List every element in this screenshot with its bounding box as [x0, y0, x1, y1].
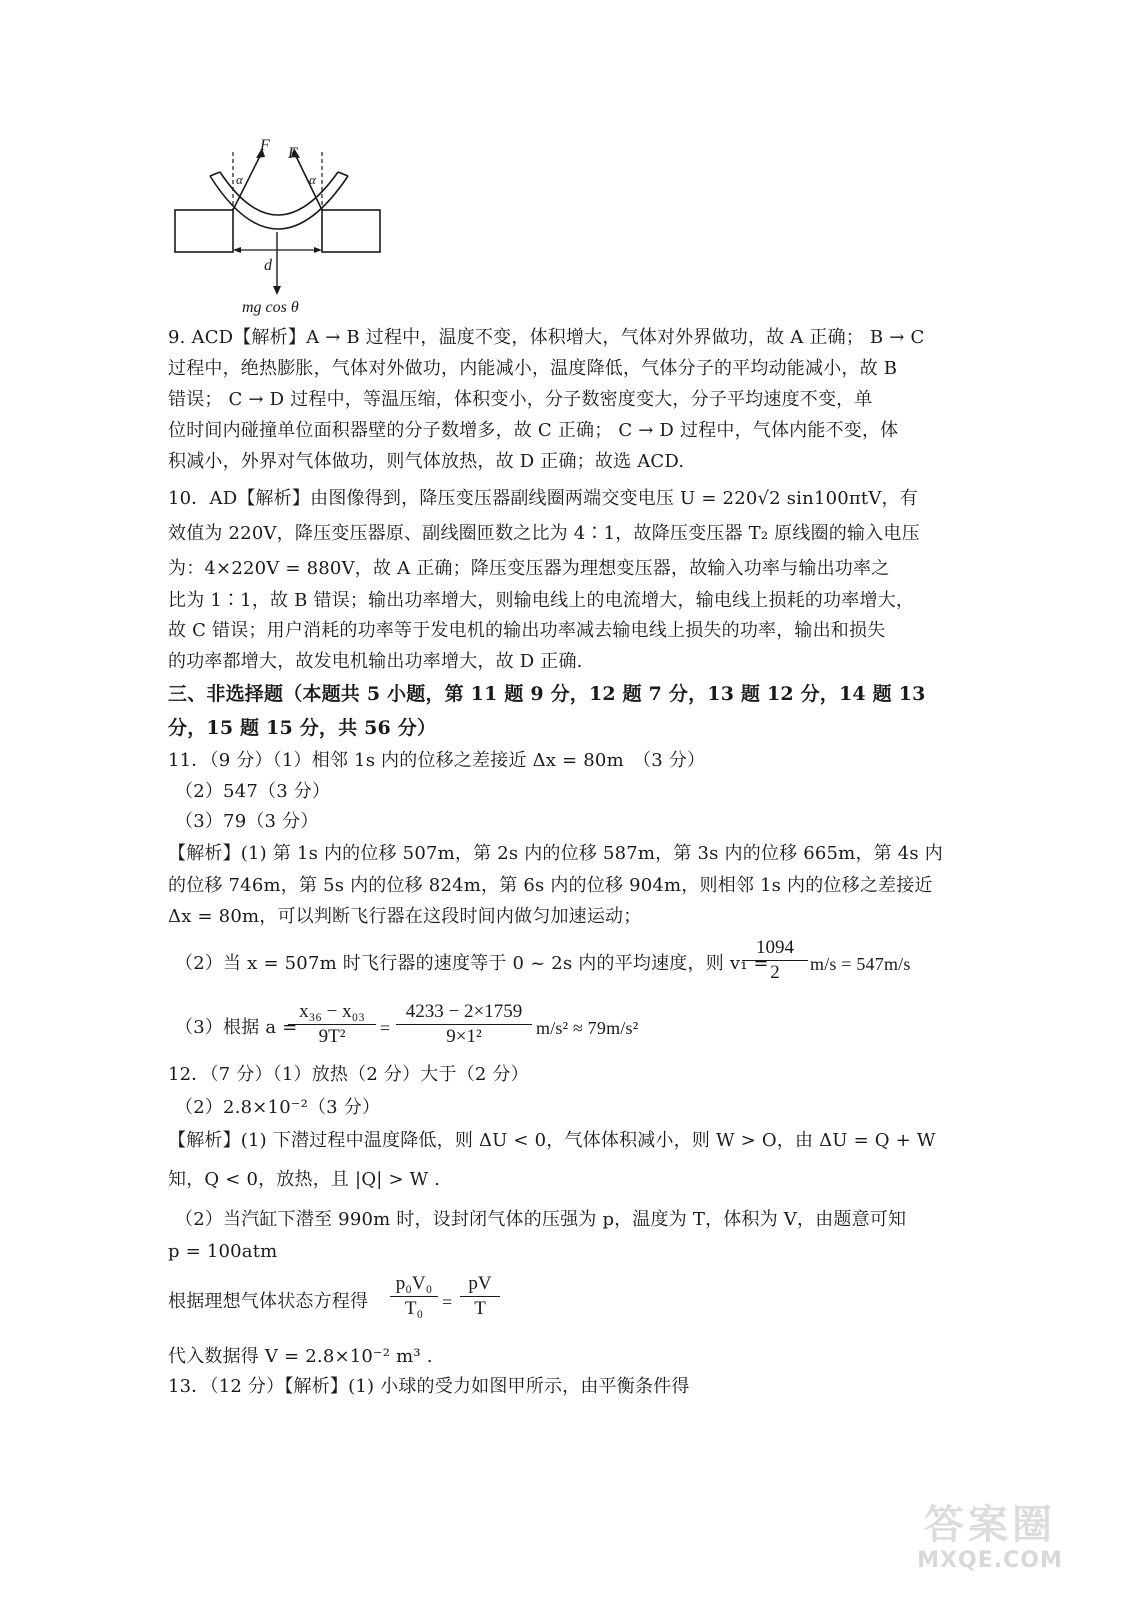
q11-velocity-line: （2）当 x = 507m 时飞行器的速度等于 0 ~ 2s 内的平均速度，则 v₁ =	[175, 953, 769, 974]
velocity-fraction	[742, 936, 808, 985]
q9-line-5: 积减小，外界对气体做功，则气体放热，故 D 正确；故选 ACD.	[168, 451, 685, 472]
distance-label: d	[264, 257, 272, 274]
q10-line-6: 的功率都增大，故发电机输出功率增大，故 D 正确.	[168, 651, 583, 672]
q12-answer-2: （2）2.8×10⁻²（3 分）	[175, 1097, 381, 1118]
left-support-block	[175, 210, 233, 252]
q9-line-2: 过程中，绝热膨胀，气体对外做功，内能减小，温度降低，气体分子的平均动能减小，故 B	[168, 358, 898, 379]
right-support-block	[322, 210, 380, 252]
q11-analysis-2: 的位移 746m，第 5s 内的位移 824m，第 6s 内的位移 904m，则相邻 1s 内的位移之差接近	[168, 875, 933, 896]
gas-law-fraction-right	[460, 1272, 500, 1321]
right-force-label: F	[288, 145, 298, 162]
q11-answer-3: （3）79（3 分）	[175, 811, 319, 832]
gas-law-fraction-left	[390, 1272, 438, 1321]
gas-law-left-numerator: p₀V₀	[395, 1273, 433, 1294]
q9-line-3: 错误； C → D 过程中，等温压缩，体积变小，分子数密度变大，分子平均速度不变，单	[168, 389, 873, 410]
left-force-label: F	[260, 137, 270, 154]
velocity-denominator: 2	[742, 960, 808, 985]
right-angle-label: α	[309, 172, 316, 187]
q11-analysis-1: 【解析】(1) 第 1s 内的位移 507m，第 2s 内的位移 587m，第 3s 内的位移 665m，第 4s 内	[168, 843, 943, 864]
acceleration-fraction-symbolic	[288, 1000, 376, 1049]
gas-law-left-denominator: T₀	[390, 1296, 438, 1321]
force-diagram-svg	[170, 132, 390, 317]
q12-result: 代入数据得 V = 2.8×10⁻² m³ .	[168, 1346, 433, 1367]
acceleration-denominator-symbolic: 9T²	[288, 1024, 376, 1049]
q12-gas-law-line: 根据理想气体状态方程得	[168, 1291, 369, 1312]
q13-line-1: 13．（12 分）【解析】(1) 小球的受力如图甲所示，由平衡条件得	[168, 1376, 690, 1397]
q12-analysis-2: 知，Q < 0，放热，且 |Q| > W .	[168, 1169, 441, 1190]
q12-answer-1: 12．（7 分）（1）放热（2 分）大于（2 分）	[168, 1064, 529, 1085]
q10-line-1: 10．AD【解析】由图像得到，降压变压器副线圈两端交变电压 U = 220√2 sin100πtV，有	[168, 488, 918, 509]
q9-line-1: 9. ACD【解析】A → B 过程中，温度不变，体积增大，气体对外界做功，故 A 正确； B → C	[168, 327, 925, 348]
acceleration-numerator-numeric: 4233 − 2×1759	[405, 1001, 523, 1022]
velocity-numerator: 1094	[756, 937, 794, 958]
left-angle-label: α	[236, 172, 243, 187]
velocity-result: m/s = 547m/s	[810, 954, 911, 974]
acceleration-denominator-numeric: 9×1²	[396, 1024, 532, 1049]
acceleration-fraction-numeric	[396, 1000, 532, 1049]
watermark-logo: 答案圈	[924, 1502, 1056, 1548]
q10-line-4: 比为 1∶1，故 B 错误；输出功率增大，则输电线上的电流增大，输电线上损耗的功率增大，	[168, 590, 915, 611]
force-diagram	[170, 132, 390, 317]
curved-bar-outer	[210, 176, 348, 229]
q10-line-2: 效值为 220V，降压变压器原、副线圈匝数之比为 4∶1，故降压变压器 T₂ 原线圈的输入电压	[168, 523, 920, 544]
acceleration-equals: =	[380, 1018, 391, 1038]
section-heading-line-2: 分，15 题 15 分，共 56 分）	[168, 717, 437, 739]
gas-law-equals: =	[442, 1292, 453, 1312]
section-heading-line-1: 三、非选择题（本题共 5 小题，第 11 题 9 分，12 题 7 分，13 题 12 分，14 题 13	[168, 683, 926, 705]
right-force-arrow	[294, 152, 322, 210]
gas-law-right-denominator: T	[460, 1296, 500, 1321]
q11-answer-2: （2）547（3 分）	[175, 781, 331, 802]
watermark	[885, 1502, 1095, 1582]
acceleration-numerator-symbolic: x₃₆ − x₀₃	[299, 1001, 365, 1022]
q9-line-4: 位时间内碰撞单位面积器壁的分子数增多，故 C 正确； C → D 过程中，气体内能不变，体	[168, 420, 899, 441]
q12-analysis-3: （2）当汽缸下潜至 990m 时，设封闭气体的压强为 p，温度为 T，体积为 V，由题意可知	[175, 1209, 907, 1230]
q11-answer-1: 11．（9 分）（1）相邻 1s 内的位移之差接近 Δx = 80m （3 分）	[168, 750, 706, 771]
q12-analysis-1: 【解析】(1) 下潜过程中温度降低，则 ΔU < 0，气体体积减小，则 W > O，由 ΔU = Q + W	[168, 1130, 936, 1151]
q10-line-5: 故 C 错误；用户消耗的功率等于发电机的输出功率减去输电线上损失的功率，输出和损失	[168, 620, 886, 641]
weight-label: mg cos θ	[242, 299, 299, 316]
q12-pressure-value: p = 100atm	[168, 1241, 278, 1262]
watermark-url: MXQE.COM	[917, 1548, 1063, 1573]
q10-line-3: 为：4×220V = 880V，故 A 正确；降压变压器为理想变压器，故输入功率与输出功率之	[168, 558, 890, 579]
acceleration-result: m/s² ≈ 79m/s²	[536, 1018, 639, 1038]
q11-acceleration-line: （3）根据 a =	[175, 1017, 298, 1038]
gas-law-right-numerator: pV	[468, 1273, 492, 1294]
q11-analysis-3: Δx = 80m，可以判断飞行器在这段时间内做匀加速运动；	[168, 906, 642, 927]
